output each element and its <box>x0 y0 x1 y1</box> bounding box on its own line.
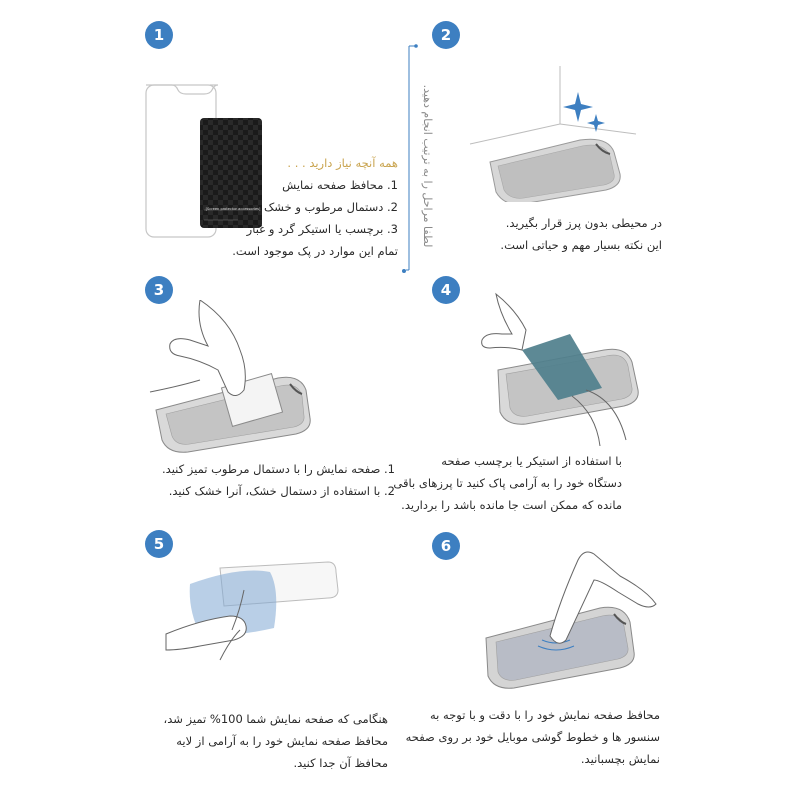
step-5-line-3: محافظ آن جدا کنید. <box>293 756 388 770</box>
step-1-title: همه آنچه نیاز دارید . . . <box>287 156 398 170</box>
step-3-line-1: 1. صفحه نمایش را با دستمال مرطوب تمیز کنید. <box>162 462 395 476</box>
step-1-badge: 1 <box>145 21 173 49</box>
order-note: لطفا مراحل را به ترتیب انجام دهید. <box>421 84 434 248</box>
step-3-badge: 3 <box>145 276 173 304</box>
step-4-line-3: مانده که ممکن است جا مانده باشد را بردارید. <box>401 498 622 512</box>
step-4-line-1: با استفاده از استیکر یا برچسب صفحه <box>441 454 622 468</box>
step-4-text <box>393 450 622 516</box>
phone-on-table <box>490 139 620 202</box>
step-6-illustration <box>470 540 670 700</box>
step-1-line-3: 3. برچسب یا استیکر گرد و غبار <box>246 222 398 236</box>
hand-step-3 <box>170 300 246 396</box>
hand-step-4 <box>482 294 526 350</box>
divider-dot <box>402 269 406 273</box>
step-1-line-1: 1. محافظ صفحه نمایش <box>282 178 398 192</box>
step-5-illustration <box>160 550 360 670</box>
step-4-illustration <box>476 290 676 450</box>
step-5-badge: 5 <box>145 530 173 558</box>
step-3-line-2: 2. با استفاده از دستمال خشک، آنرا خشک کنید. <box>168 484 395 498</box>
step-1-line-2: 2. دستمال مرطوب و خشک <box>264 200 398 214</box>
step-2-line-2: این نکته بسیار مهم و حیاتی است. <box>500 238 662 252</box>
screen-protector-outline <box>146 85 218 94</box>
step-5-line-1: هنگامی که صفحه نمایش شما 100% تمیز شد، <box>163 712 388 726</box>
step-2-line-1: در محیطی بدون پرز قرار بگیرید. <box>505 216 662 230</box>
step-6-text <box>406 704 660 770</box>
step-4-badge: 4 <box>432 276 460 304</box>
accessory-card-label: [Screen protector accessories] <box>205 207 261 211</box>
step-2-illustration <box>460 62 660 202</box>
hand-step-5 <box>166 616 246 650</box>
step-6-line-1: محافظ صفحه نمایش خود را با دقت و با توجه به <box>429 708 660 722</box>
sparkle-large-icon <box>563 92 593 122</box>
step-5-line-2: محافظ صفحه نمایش خود را به آرامی از لایه <box>176 734 388 748</box>
step-6-badge: 6 <box>432 532 460 560</box>
step-6-line-2: سنسور ها و خطوط گوشی موبایل خود بر روی صفحه <box>405 730 660 744</box>
step-5-text <box>164 708 388 774</box>
step-3-illustration <box>140 300 340 460</box>
step-4-line-2: دستگاه خود را به آرامی پاک کنید تا پرزهای باقی <box>393 476 622 490</box>
step-2-badge: 2 <box>432 21 460 49</box>
step-6-line-3: نمایش بچسبانید. <box>580 752 660 766</box>
step-3-text <box>162 458 395 502</box>
step-1-line-4: تمام این موارد در پک موجود است. <box>232 244 398 258</box>
step-2-text <box>500 212 662 256</box>
step-1-text <box>232 152 398 262</box>
